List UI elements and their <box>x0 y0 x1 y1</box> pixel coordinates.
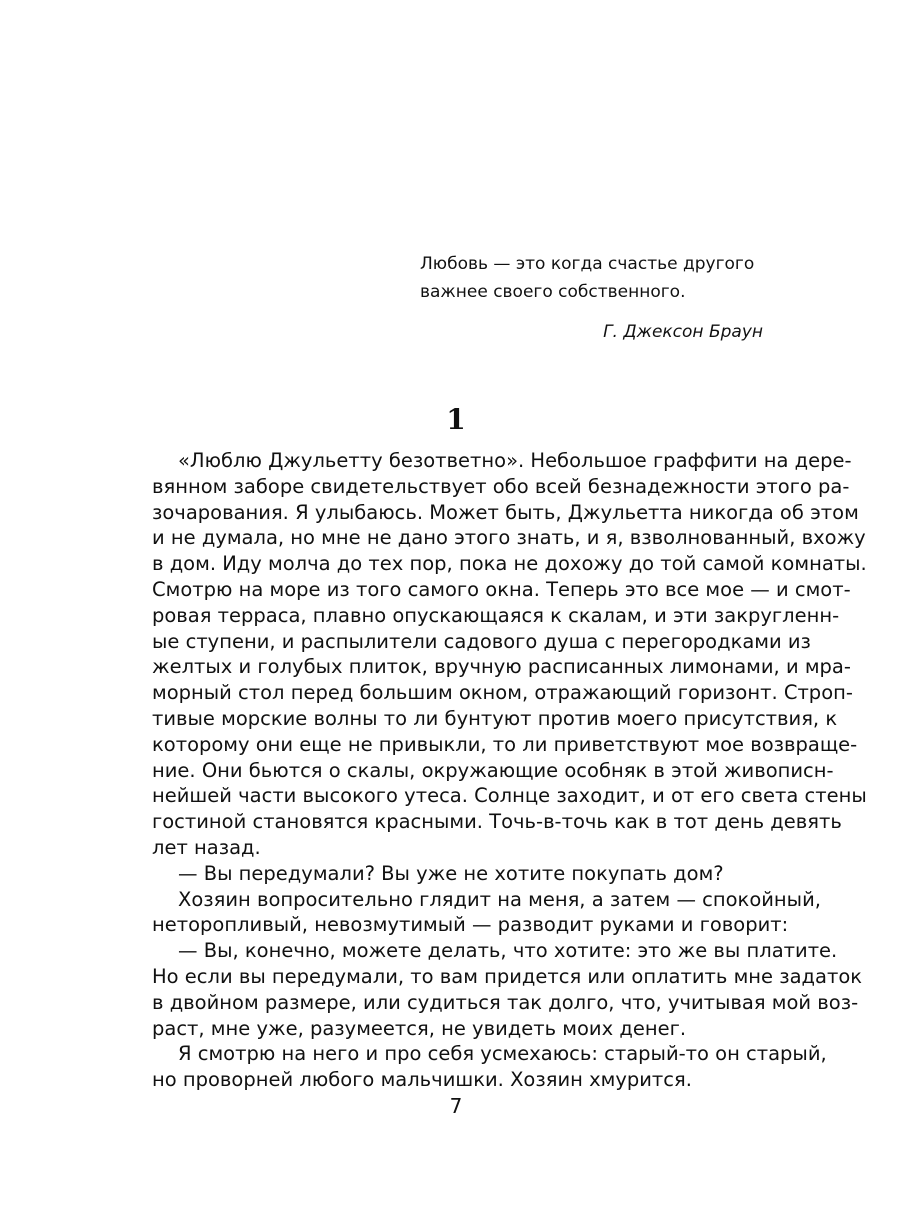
text-line: Хозяин вопросительно глядит на меня, а затем — спокойный, <box>178 887 821 911</box>
text-line: тивые морские волны то ли бунтуют против моего присутствия, к <box>152 706 838 730</box>
chapter-number: 1 <box>446 403 466 436</box>
text-line: «Люблю Джульетту безответно». Небольшое граффити на дере- <box>178 449 852 472</box>
text-line: Смотрю на море из того самого окна. Теперь это все мое — и смот- <box>152 577 851 601</box>
text-line: — Вы, конечно, можете делать, что хотите: это же вы платите. <box>178 939 838 963</box>
epigraph <box>420 250 765 346</box>
text-line: в дом. Иду молча до тех пор, пока не дохожу до той самой комнаты. <box>152 552 867 576</box>
text-line: вянном заборе свидетельствует обо всей безнадежности этого ра- <box>152 474 850 498</box>
text-line: ые ступени, и распылители садового душа с перегородками из <box>152 629 811 653</box>
text-line: ровая терраса, плавно опускающаяся к скалам, и эти закругленн- <box>152 603 840 627</box>
text-line: Но если вы передумали, то вам придется или оплатить мне задаток <box>152 964 863 988</box>
text-line: — Вы передумали? Вы уже не хотите покупать дом? <box>178 861 724 885</box>
text-line: лет назад. <box>152 835 261 859</box>
text-line: гостиной становятся красными. Точь-в-точь как в тот день девять <box>152 810 842 834</box>
epigraph-author: Г. Джексон Браун <box>603 322 763 342</box>
chapter-text <box>152 448 867 1093</box>
text-line: морный стол перед большим окном, отражающий горизонт. Строп- <box>152 681 853 705</box>
text-line: ние. Они бьются о скалы, окружающие особняк в этой живописн- <box>152 758 834 782</box>
epigraph-line-2: важнее своего собственного. <box>420 282 686 302</box>
text-line: нейшей части высокого утеса. Солнце заходит, и от его света стены <box>152 784 867 808</box>
page-number: 7 <box>449 1094 463 1118</box>
text-line: зочарования. Я улыбаюсь. Может быть, Джульетта никогда об этом <box>152 500 859 524</box>
text-line: неторопливый, невозмутимый — разводит руками и говорит: <box>152 913 789 937</box>
text-line: и не думала, но мне не дано этого знать, и я, взволнованный, вхожу <box>152 526 866 550</box>
text-line: желтых и голубых плиток, вручную расписанных лимонами, и мра- <box>152 655 851 679</box>
text-line: но проворней любого мальчишки. Хозяин хмурится. <box>152 1068 692 1092</box>
text-line: которому они еще не привыкли, то ли приветствуют мое возвраще- <box>152 732 858 756</box>
epigraph-line-1: Любовь — это когда счастье другого <box>420 254 755 274</box>
text-line: раст, мне уже, разумеется, не увидеть моих денег. <box>152 1016 687 1040</box>
text-line: Я смотрю на него и про себя усмехаюсь: старый-то он старый, <box>178 1042 827 1066</box>
text-line: в двойном размере, или судиться так долго, что, учитывая мой воз- <box>152 990 859 1014</box>
